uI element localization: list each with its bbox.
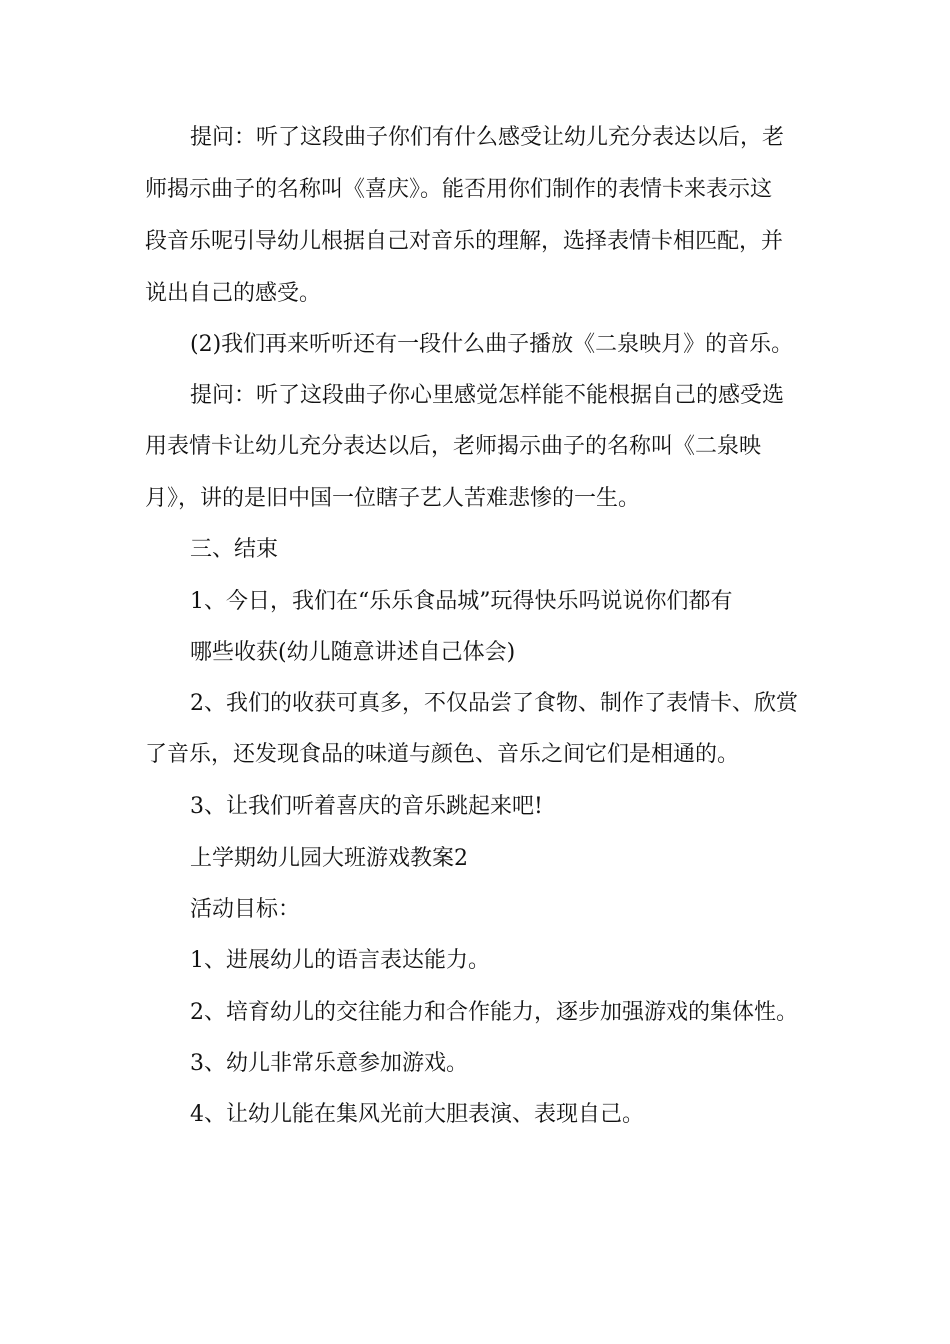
paragraph-line: 1、今日，我们在“乐乐食品城”玩得快乐吗说说你们都有 — [190, 589, 733, 614]
paragraph-line: 用表情卡让幼儿充分表达以后，老师揭示曲子的名称叫《二泉映 — [145, 434, 762, 459]
paragraph-line: 提问：听了这段曲子你们有什么感受让幼儿充分表达以后，老 — [190, 125, 785, 150]
paragraph-line: 3、让我们听着喜庆的音乐跳起来吧! — [190, 794, 543, 819]
list-item: 1、进展幼儿的语言表达能力。 — [190, 948, 490, 973]
paragraph-line: 师揭示曲子的名称叫《喜庆》。能否用你们制作的表情卡来表示这 — [145, 177, 773, 202]
paragraph-line: 哪些收获(幼儿随意讲述自己体会) — [190, 640, 516, 665]
paragraph-line: 说出自己的感受。 — [145, 281, 322, 306]
document-title: 上学期幼儿园大班游戏教案2 — [190, 846, 468, 871]
paragraph-line: 2、我们的收获可真多，不仅品尝了食物、制作了表情卡、欣赏 — [190, 691, 798, 716]
paragraph-line: 了音乐，还发现食品的味道与颜色、音乐之间它们是相通的。 — [145, 742, 740, 767]
list-item: 3、幼儿非常乐意参加游戏。 — [190, 1051, 468, 1076]
paragraph-line: 段音乐呢引导幼儿根据自己对音乐的理解，选择表情卡相匹配，并 — [145, 229, 784, 254]
paragraph-line: 提问：听了这段曲子你心里感觉怎样能不能根据自己的感受选 — [190, 383, 785, 408]
paragraph-line: (2)我们再来听听还有一段什么曲子播放《二泉映月》的音乐。 — [190, 332, 794, 357]
list-item: 4、让幼儿能在集风光前大胆表演、表现自己。 — [190, 1102, 644, 1127]
list-item: 2、培育幼儿的交往能力和合作能力，逐步加强游戏的集体性。 — [190, 1000, 798, 1025]
section-heading: 活动目标： — [190, 897, 301, 922]
paragraph-line: 月》，讲的是旧中国一位瞎子艺人苦难悲惨的一生。 — [145, 486, 641, 511]
section-heading: 三、结束 — [190, 537, 279, 562]
